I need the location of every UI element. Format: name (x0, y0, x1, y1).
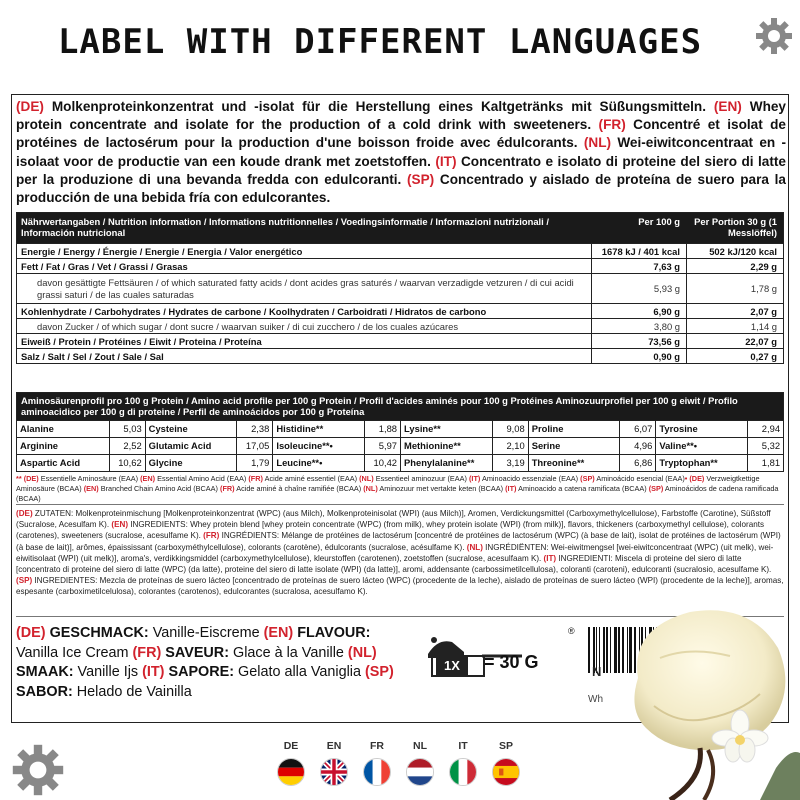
barcode-bar (588, 627, 590, 673)
nutrient-label: Kohlenhydrate / Carbohydrates / Hydrates de carbone / Koolhydraten / Carboidrati / Hidratos de carbono (21, 306, 487, 317)
abbr-text: Branched Chain Amino Acid (BCAA) (98, 484, 221, 493)
intro-lang: (NL) (583, 135, 612, 151)
france-flag-icon (363, 758, 391, 786)
nutrient-label: davon gesättigte Fettsäuren / of which saturated fatty acids / dont acides gras saturés / waarvan verzadigde vetzuren / di cui acidi grassi saturi / de las cuales saturadas (37, 277, 574, 300)
amino-value: 2,10 (492, 438, 528, 454)
flavour-lang: (DE) (16, 625, 46, 641)
amino-name: Isoleucine**• (276, 440, 333, 451)
abbr-lang: (FR) (220, 484, 235, 493)
abbr-lang: ** (DE) (16, 474, 39, 483)
abbr-lang: (NL) (359, 474, 374, 483)
intro-text: Concentrado y aislado de proteína de suero para la producción de una bebida fría con edulcorantes. (16, 171, 786, 206)
abbr-text: Verzweigtkettige Aminosäure (BCAA) (16, 474, 760, 493)
abbr-lang: (FR) (248, 474, 263, 483)
amino-row (17, 454, 783, 471)
amino-name: Phenylalanine** (404, 457, 475, 468)
intro-lang: (SP) (407, 171, 435, 187)
flavour-lang: (IT) (142, 664, 165, 680)
ingredient-lang: (SP) (16, 576, 33, 586)
amino-value: 6,86 (619, 455, 655, 471)
amino-acid-table (16, 392, 784, 472)
amino-cell (400, 438, 528, 454)
amino-value: 5,03 (109, 421, 145, 437)
intro-text: Wei-eiwitconcentraat en -isolaat voor de productie van een koude drank met zoetstoffen. (16, 135, 786, 169)
nutrition-header-per100: Per 100 g (638, 216, 680, 227)
nutrition-header (17, 213, 783, 243)
amino-value: 1,81 (747, 455, 783, 471)
amino-row (17, 437, 783, 454)
flavour-lang: (EN) (263, 625, 294, 641)
netherlands-flag-icon (406, 758, 434, 786)
uk-flag-icon (320, 758, 348, 786)
flag-nl: NL (405, 740, 435, 791)
flag-it: IT (448, 740, 478, 791)
amino-value: 10,62 (109, 455, 145, 471)
spain-flag-icon (492, 758, 520, 786)
amino-cell (145, 438, 273, 454)
ingredient-lang: (NL) (466, 542, 483, 552)
amino-name: Methionine** (404, 440, 461, 451)
intro-lang: (DE) (16, 99, 44, 114)
nutrient-label: davon Zucker / of which sugar / dont sucre / waarvan suiker / di cui zucchero / de los cuales azúcares (37, 321, 459, 332)
abbr-text: Essentielle Aminosäure (EAA) (38, 474, 141, 483)
ingredient-lang: (DE) (16, 509, 33, 518)
flavour-value: Vanille Ijs (73, 664, 143, 680)
amino-cell (272, 455, 400, 471)
amino-cell (400, 421, 528, 437)
intro-text: Concentré et isolat de protéines de lactosérum pour la production d'une boisson froide avec édulcorants. (16, 117, 786, 151)
nutrient-per100: 1678 kJ / 401 kcal (591, 244, 686, 258)
nutrient-per-portion: 502 kJ/120 kcal (686, 244, 783, 258)
amino-name: Alanine (20, 423, 54, 434)
nutrition-row (17, 273, 783, 303)
ingredient-lang: (EN) (111, 520, 129, 530)
ingredient-text: INGREDIENTS: Whey protein blend [whey protein concentrate (WPC) (from milk), whey protein isolate (WPI) (from milk)], flavors, thickeners (carboxymethyl cellulose), colorants (carotenes), sweeteners (sucralose, acesulfame K). (16, 520, 765, 541)
amino-name: Valine**• (659, 440, 698, 451)
flavour-key: SAVEUR: (161, 644, 229, 661)
italy-flag-icon (449, 758, 477, 786)
amino-value: 17,05 (236, 438, 272, 454)
nutrient-per100: 3,80 g (591, 319, 686, 333)
amino-value: 4,96 (619, 438, 655, 454)
nutrient-label: Energie / Energy / Énergie / Energie / Energia / Valor energético (21, 246, 303, 257)
nutrient-per-portion: 1,14 g (686, 319, 783, 333)
flavour-block (16, 624, 416, 702)
gear-icon (10, 742, 66, 798)
amino-cell (655, 438, 783, 454)
ingredient-lang: (IT) (543, 553, 557, 563)
flavour-key: SABOR: (16, 683, 73, 700)
nutrient-per100: 0,90 g (591, 349, 686, 363)
flag-fr: FR (362, 740, 392, 791)
amino-value: 2,52 (109, 438, 145, 454)
abbr-text: Aminoácido esencial (EAA) (594, 474, 685, 483)
flavour-value: Vanilla Ice Cream (16, 644, 133, 661)
nutrient-label: Fett / Fat / Gras / Vet / Grassi / Grasas (21, 261, 188, 272)
amino-cell (528, 421, 656, 437)
abbr-text: Essential Amino Acid (EAA) (155, 474, 249, 483)
nutrition-row (17, 303, 783, 318)
abbr-lang: (IT) (505, 484, 517, 493)
nutrient-per-portion: 0,27 g (686, 349, 783, 363)
amino-cell (528, 455, 656, 471)
amino-name: Histidine** (276, 423, 324, 434)
intro-lang: (EN) (713, 99, 742, 114)
nutrition-row (17, 258, 783, 273)
nutrition-row (17, 333, 783, 348)
amino-cell (655, 455, 783, 471)
amino-value: 5,97 (364, 438, 400, 454)
amino-value: 1,88 (364, 421, 400, 437)
germany-flag-icon (277, 758, 305, 786)
nutrient-per100: 5,93 g (591, 274, 686, 303)
nutrient-label: Salz / Salt / Sel / Zout / Sale / Sal (21, 351, 164, 362)
abbr-lang: (NL) (363, 484, 378, 493)
ingredient-text: INGREDIENTES: Mezcla de proteínas de suero lácteo [concentrado de proteínas de suero lácteo (WPC) (procedente de la leche), aislado de proteínas de suero lácteo (WPI) (procedente de la leche)], aromas, espesante (carboximetilcelulosa), colorantes (carotenos), edulcorantes (sucralosa, acesulfamo K). (16, 576, 784, 597)
amino-cell (272, 438, 400, 454)
flavour-lang: (NL) (347, 644, 377, 661)
nutrient-per-portion: 2,29 g (686, 259, 783, 273)
ingredient-text: INGREDIENTI: Miscela di proteine del siero di latte [concentrato di proteine del siero di latte (WPC) (da latte), proteine del siero di latte isolate (WPI) (da latte)], aromi, addensante (carbossimetilcellulosa), coloranti (caroteni), edulcoranti (sucralosio, acesulfame K). (16, 553, 772, 575)
amino-name: Tryptophan** (659, 457, 718, 468)
nutrient-per100: 6,90 g (591, 304, 686, 318)
nutrition-table (16, 212, 784, 364)
flavour-value: Helado de Vainilla (72, 683, 192, 700)
amino-name: Serine (531, 440, 561, 451)
abbr-lang: • (DE) (684, 474, 705, 483)
barcode-text: N (592, 664, 602, 679)
nutrition-header-portion: Per Portion 30 g (1 Messlöffel) (694, 216, 777, 238)
amino-header: Aminosäurenprofil pro 100 g Protein / Amino acid profile per 100 g Protein / Profil d'acides aminés pour 100 g Protéines Aminozuurprofiel per 100 g eiwit / Profilo aminoacidico per 100 g di proteine / Perfil de aminoácidos por 100 g Proteína (17, 393, 783, 420)
amino-name: Arginine (20, 440, 59, 451)
flavour-lang: (SP) (364, 664, 394, 680)
amino-value: 3,19 (492, 455, 528, 471)
ingredient-text: INGRÉDIENTS: Mélange de protéines de lactosérum [concentré de protéines de lactosérum (WPC) (à base de lait), isolat de protéines de lactosérum (WPI) (à base de lait)], arômes, épaississant (carboxyméthylcellulose), colorants (carotène), édulcorants (sucralose, acésulfame K). (16, 531, 781, 552)
nutrient-per100: 7,63 g (591, 259, 686, 273)
amino-name: Cysteine (148, 423, 188, 434)
amino-cell (145, 421, 273, 437)
ingredient-text: ZUTATEN: Molkenproteinmischung [Molkenproteinkonzentrat (WPC) (aus Milch), Molkenproteinisolat (WPI) (aus Milch)], Aromen, Verdickungsmittel (Carboxymethylcellulose), Farbstoffe (Carotine), Süßstoff (Sucralose, Acesulfam K). (16, 509, 771, 530)
amino-value: 6,07 (619, 421, 655, 437)
intro-lang: (IT) (435, 153, 457, 169)
registered-mark: ® (568, 626, 575, 636)
intro-text: Whey protein concentrate and isolate for the production of a cold drink with sweeteners. (16, 99, 786, 133)
amino-cell (145, 455, 273, 471)
amino-value: 10,42 (364, 455, 400, 471)
divider (16, 504, 784, 505)
abbr-text: Aminoacido essenziale (EAA) (480, 474, 581, 483)
abbr-lang: (EN) (83, 484, 99, 493)
flavour-value: Glace à la Vanille (229, 644, 348, 661)
flavour-value: Vanille-Eiscreme (148, 625, 264, 641)
amino-value: 1,79 (236, 455, 272, 471)
serving-count: 1X (436, 655, 468, 677)
serving-amount: = 30 G (484, 652, 539, 672)
intro-text: Concentrato e isolato di proteine del siero di latte per la produzione di una bevanda fredda con edulcoranti. (16, 153, 786, 187)
amino-cell (17, 421, 145, 437)
nutrient-per-portion: 1,78 g (686, 274, 783, 303)
nutrition-row (17, 348, 783, 363)
ingredient-text: INGRÉDIËNTEN: Wei-eiwitmengsel [wei-eiwitconcentraat (WPC) (uit melk), wei-eiwitisolaat (WPI) (uit melk)], aroma's, verdikkingsmiddel (carboxymethylcellulose), kleurstoffen (carotenen), zoetstoffen (sucralose, acesulfaam K). (16, 542, 774, 563)
abbr-text: Essentieel aminozuur (EAA) (373, 474, 469, 483)
flag-sp: SP (491, 740, 521, 791)
amino-value: 5,32 (747, 438, 783, 454)
amino-name: Proline (531, 423, 564, 434)
flavour-key: FLAVOUR: (293, 625, 371, 641)
intro-lang: (FR) (598, 117, 626, 133)
gear-icon (754, 16, 794, 56)
product-description (16, 98, 786, 207)
vanilla-ice-cream-image (600, 598, 800, 800)
flag-en: EN (319, 740, 349, 791)
flag-de: DE (276, 740, 306, 791)
flavour-key: SAPORE: (164, 664, 235, 680)
abbr-lang: (IT) (469, 474, 481, 483)
page-title: LABEL WITH DIFFERENT LANGUAGES (57, 22, 703, 62)
abbr-lang: (SP) (648, 484, 664, 493)
amino-cell (655, 421, 783, 437)
amino-row (17, 420, 783, 437)
amino-cell (272, 421, 400, 437)
amino-name: Glycine (148, 457, 183, 468)
amino-name: Aspartic Acid (20, 457, 81, 468)
amino-value: 9,08 (492, 421, 528, 437)
abbr-text: Aminoacido a catena ramificata (BCAA) (516, 484, 649, 493)
amino-cell (17, 438, 145, 454)
nutrient-label: Eiweiß / Protein / Protéines / Eiwit / Proteina / Proteína (21, 336, 262, 347)
abbr-text: Acide aminé essentiel (EAA) (262, 474, 360, 483)
abbr-lang: (EN) (140, 474, 156, 483)
abbreviation-notes (16, 474, 786, 504)
amino-cell (17, 455, 145, 471)
nutrient-per-portion: 22,07 g (686, 334, 783, 348)
amino-name: Leucine**• (276, 457, 323, 468)
amino-value: 2,38 (236, 421, 272, 437)
nutrition-header-label: Nährwertangaben / Nutrition information / Informations nutritionnelles / Voedingsinformatie / Informazioni nutrizionali / Información nutricional (21, 216, 549, 238)
language-flags (276, 740, 521, 791)
amino-name: Glutamic Acid (148, 440, 212, 451)
amino-cell (400, 455, 528, 471)
barcode-text-2: Wh (588, 694, 603, 705)
amino-cell (528, 438, 656, 454)
nutrient-per-portion: 2,07 g (686, 304, 783, 318)
nutrition-row (17, 318, 783, 333)
ingredient-lang: (FR) (203, 531, 220, 541)
abbr-lang: (SP) (580, 474, 595, 483)
nutrition-row (17, 243, 783, 258)
flavour-value: Gelato alla Vaniglia (234, 664, 365, 680)
abbr-text: Aminozuur met vertakte keten (BCAA) (377, 484, 506, 493)
intro-text: Molkenproteinkonzentrat und -isolat für die Herstellung eines Kaltgetränks mit Süßungsmitteln. (43, 99, 714, 114)
flavour-key: SMAAK: (16, 664, 74, 680)
abbr-text: Acide aminé à chaîne ramifiée (BCAA) (234, 484, 364, 493)
flavour-lang: (FR) (132, 644, 162, 661)
ingredients-text (16, 508, 786, 598)
abbr-text: Aminoácidos de cadena ramificada (BCAA) (16, 484, 779, 503)
amino-name: Lysine** (404, 423, 441, 434)
amino-name: Tyrosine (659, 423, 698, 434)
amino-name: Threonine** (531, 457, 585, 468)
amino-value: 2,94 (747, 421, 783, 437)
nutrient-per100: 73,56 g (591, 334, 686, 348)
flavour-key: GESCHMACK: (45, 625, 149, 641)
